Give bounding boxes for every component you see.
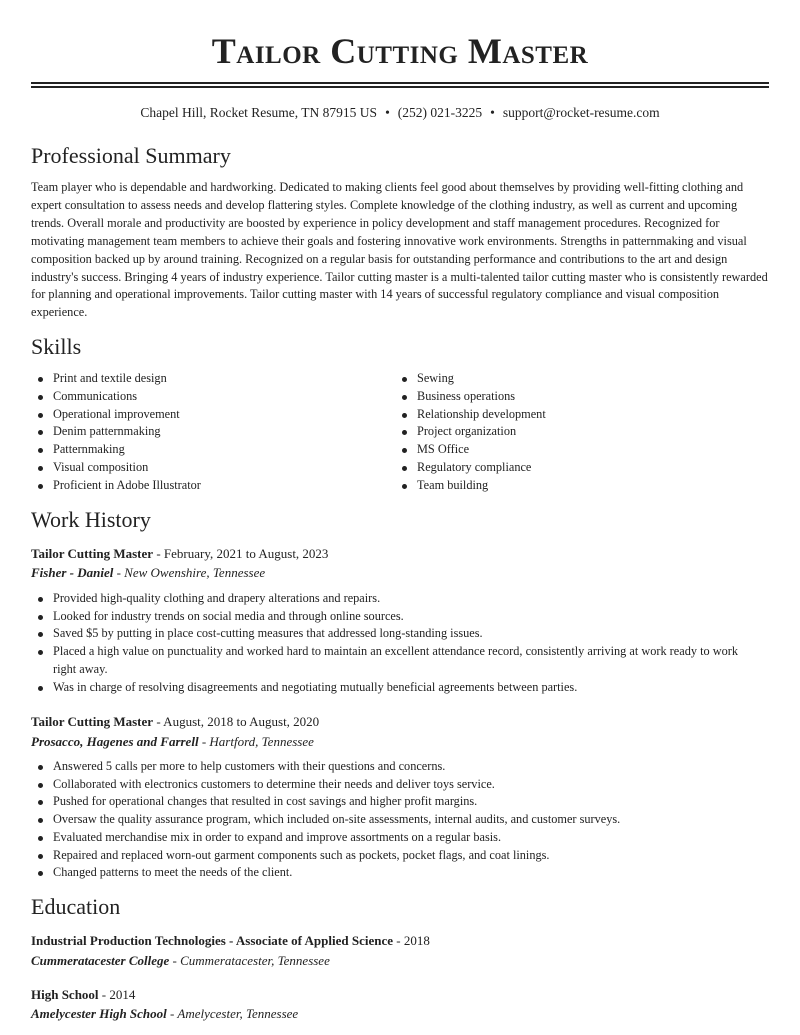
skill-item: Patternmaking [31, 441, 395, 459]
job-duty: Looked for industry trends on social media and through online sources. [31, 608, 769, 626]
job-duty: Changed patterns to meet the needs of the client. [31, 864, 769, 882]
contact-separator: • [490, 105, 495, 120]
skill-item: Operational improvement [31, 406, 395, 424]
job-duties-list [31, 590, 769, 696]
job-role: Tailor Cutting Master [31, 546, 154, 561]
candidate-name: Tailor Cutting Master [211, 31, 589, 71]
job-duty: Saved $5 by putting in place cost-cutting measures that addressed long-standing issues. [31, 625, 769, 643]
skills-column-left [31, 370, 395, 495]
education-degree: Industrial Production Technologies - Associate of Applied Science [31, 933, 393, 948]
education-degree: High School [31, 987, 99, 1002]
job-duty: Placed a high value on punctuality and worked hard to maintain an excellent attendance record, consistently arriving at work ready to work right away. [31, 643, 769, 678]
skills-column-right [395, 370, 759, 495]
skill-item: Business operations [395, 388, 759, 406]
skills-heading: Skills [31, 334, 82, 359]
job-duty: Oversaw the quality assurance program, which included on-site assessments, internal audits, and customer surveys. [31, 811, 769, 829]
education-school-line [31, 1004, 298, 1023]
job-duty: Collaborated with electronics customers to determine their needs and deliver toys service. [31, 776, 769, 794]
contact-address: Chapel Hill, Rocket Resume, TN 87915 US [140, 105, 378, 120]
skill-item: Proficient in Adobe Illustrator [31, 477, 395, 495]
job-duty: Repaired and replaced worn-out garment components such as pockets, pocket flags, and coat linings. [31, 847, 769, 865]
job-company-line [31, 563, 265, 582]
job-company: Prosacco, Hagenes and Farrell [31, 734, 199, 749]
education-school: Amelycester High School [31, 1006, 167, 1021]
education-school: Cummeratacester College [31, 953, 170, 968]
job-company: Fisher - Daniel [31, 565, 114, 580]
education-degree-line [31, 985, 135, 1004]
job-dates: - August, 2018 to August, 2020 [153, 714, 320, 729]
job-company-line [31, 732, 314, 751]
education-location: - Cummeratacester, Tennessee [169, 953, 330, 968]
job-duty: Answered 5 calls per more to help customers with their questions and concerns. [31, 758, 769, 776]
education-year: - 2014 [98, 987, 136, 1002]
education-degree-line [31, 931, 430, 950]
skill-item: Relationship development [395, 406, 759, 424]
job-location: - Hartford, Tennessee [198, 734, 314, 749]
job-title-line [31, 544, 328, 563]
job-dates: - February, 2021 to August, 2023 [153, 546, 329, 561]
job-title-line [31, 712, 319, 731]
job-duties-list [31, 758, 769, 882]
contact-separator: • [385, 105, 390, 120]
job-duty: Pushed for operational changes that resulted in cost savings and higher profit margins. [31, 793, 769, 811]
job-role: Tailor Cutting Master [31, 714, 154, 729]
education-location: - Amelycester, Tennessee [166, 1006, 299, 1021]
contact-email[interactable]: support@rocket-resume.com [502, 105, 660, 120]
job-duty: Evaluated merchandise mix in order to expand and improve assortments on a regular basis. [31, 829, 769, 847]
education-heading: Education [31, 894, 121, 919]
skill-item: MS Office [395, 441, 759, 459]
education-year: - 2018 [393, 933, 430, 948]
summary-heading: Professional Summary [31, 143, 231, 168]
contact-line [31, 105, 769, 121]
job-duty: Provided high-quality clothing and drapery alterations and repairs. [31, 590, 769, 608]
skill-item: Regulatory compliance [395, 459, 759, 477]
job-location: - New Owenshire, Tennessee [113, 565, 266, 580]
skill-item: Communications [31, 388, 395, 406]
skill-item: Project organization [395, 423, 759, 441]
header-rule-bottom [31, 86, 769, 88]
skill-item: Sewing [395, 370, 759, 388]
header-rule-top [31, 82, 769, 84]
education-school-line [31, 951, 330, 970]
work-history-heading: Work History [31, 507, 151, 532]
skill-item: Denim patternmaking [31, 423, 395, 441]
summary-text: Team player who is dependable and hardworking. Dedicated to making clients feel good about themselves by providing well-fitting clothing and expert consultation to assess needs and develop flattering styles. Complete knowledge of the clothing industry, as well as current and upcoming trends. Overall morale and productivity are boosted by experience in policy development and staff management procedures. Recognized for motivating management team members to achieve their goals and fostering innovative work environments. Strengths in patternmaking and visual composition backed up by around training. Recognized on a regular basis for outstanding performance and contributions to the art and design industry's success. Bringing 4 years of industry experience. Tailor cutting master is a multi-talented tailor cutting master who is consistently rewarded for planning and operational improvements. Tailor cutting master with 14 years of successful regulatory compliance and visual composition experience. [31, 180, 768, 320]
skill-item: Visual composition [31, 459, 395, 477]
job-duty: Was in charge of resolving disagreements and negotiating mutually beneficial agreements between parties. [31, 679, 769, 697]
skill-item: Print and textile design [31, 370, 395, 388]
skill-item: Team building [395, 477, 759, 495]
skills-list [31, 370, 769, 495]
contact-phone: (252) 021-3225 [397, 105, 483, 120]
